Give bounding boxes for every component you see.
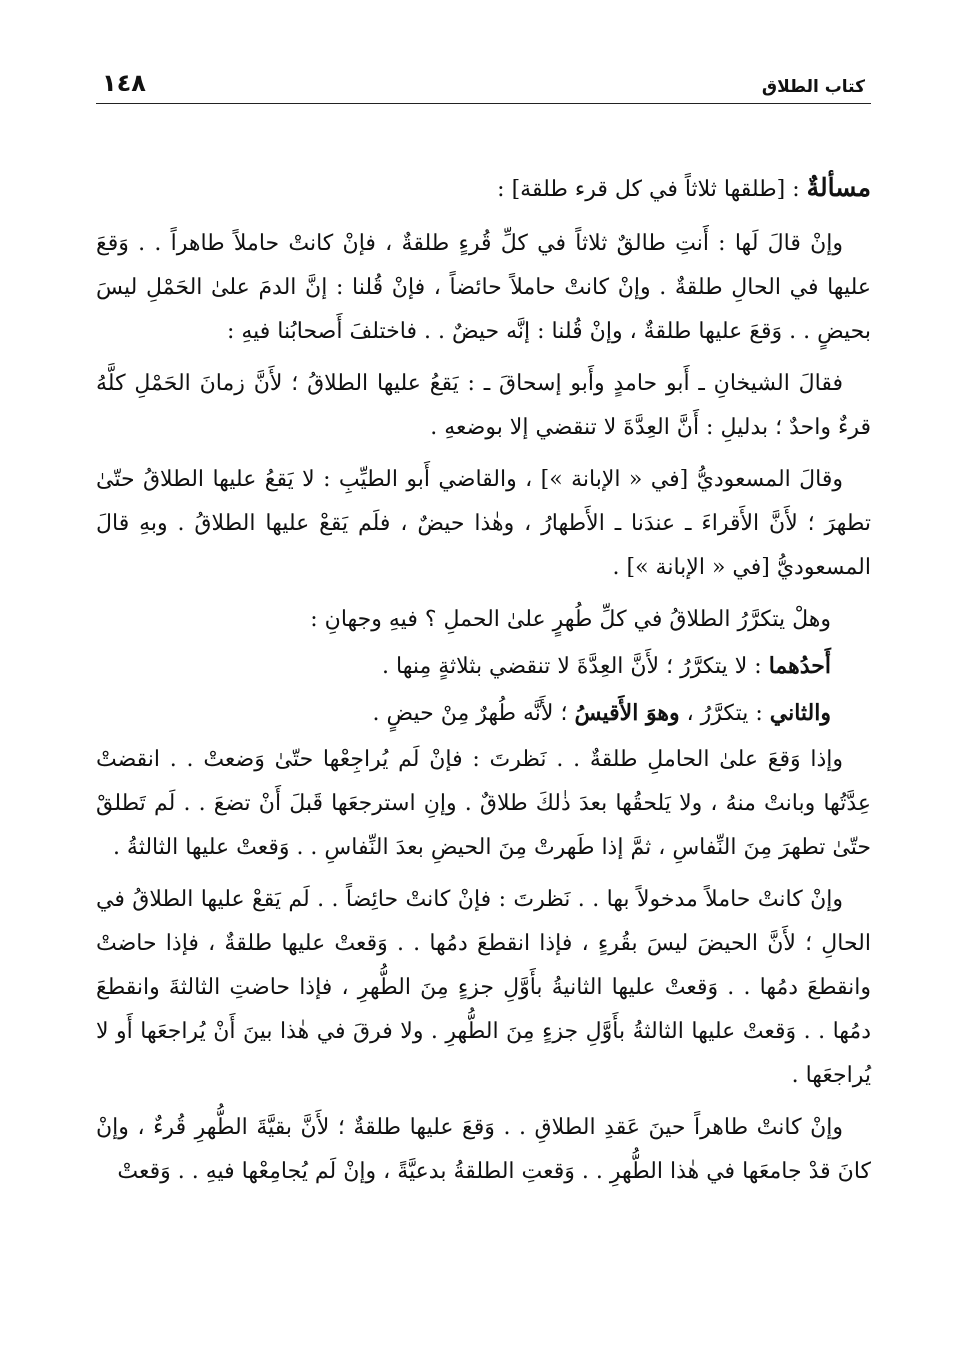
- second-opinion-text-2: ؛ لأَنَّه طُهرٌ مِنْ حيضٍ .: [372, 701, 575, 726]
- paragraph-4: وهلْ يتكرَّرُ الطلاقُ في كلِّ طُهرٍ علىٰ الحملِ ؟ فيهِ وجهانِ :: [310, 607, 831, 632]
- first-opinion-text: : لا يتكرَّرُ ؛ لأَنَّ العِدَّةَ لا تنقضي بثلاثةٍ مِنها .: [382, 654, 769, 679]
- first-opinion: [96, 644, 871, 689]
- paragraph-7: وإذا وَقعَ علىٰ الحاملِ طلقةٌ . . نَظرتَ : فإنْ لَم يُراجِعْها حتّىٰ وَضعتْ . . انقضتْ عِدَّتُها وبانتْ منهُ ، ولا يَلحقُها بعدَ ذٰلكَ طلاقٌ . وإنِ استرجعَها قَبلَ أَنْ تضعَ . . لَم تَطلقْ حتّىٰ تطهرَ مِنَ النِّفاسِ ، ثمَّ إذا طَهرتْ مِنَ الحيضِ بعدَ النِّفاسِ . . وَقعتْ عليها الثالثةُ .: [96, 747, 871, 860]
- first-opinion-label: أَحدُهما: [768, 653, 831, 679]
- second-opinion-text-1: : يتكرَّرُ ،: [679, 701, 770, 726]
- second-opinion-label: والثاني: [769, 700, 831, 726]
- book-page: [96, 60, 871, 1350]
- paragraph-1: وإنْ قالَ لَها : أَنتِ طالقٌ ثلاثاً في كلِّ قُرءٍ طلقةٌ ، فإنْ كانتْ حاملاً طاهراً . . وَقعَ عليها في الحالِ طلقةٌ . وإنْ كانتْ حاملاً حائضاً ، فإنْ قُلنا : إنَّ الدمَ علىٰ الحَمْلِ ليسَ بحيضٍ . . وَقعَ عليها طلقةٌ ، وإنْ قُلنا : إنَّه حيضٌ . . فاختلفَ أَصحابُنا فيهِ :: [96, 231, 871, 344]
- issue-label: مسألةٌ: [806, 173, 871, 202]
- second-opinion-emphasis: وهوَ الأَقيسُ: [574, 700, 680, 726]
- page-header: [96, 60, 871, 104]
- page-number: ١٤٨: [102, 69, 146, 97]
- page-body: [96, 166, 871, 1194]
- paragraph-8: وإنْ كانتْ حاملاً مدخولاً بها . . نَظرتَ : فإنْ كانتْ حائِضاً . . لَم يَقعْ عليها الطلاقُ في الحالِ ؛ لأَنَّ الحيضَ ليسَ بقُرءٍ ، فإذا انقطعَ دمُها . . وَقعتْ عليها طلقةٌ ، فإذا حاضتْ وانقطعَ دمُها . . وَقعتْ عليها الثانيةُ بأَوَّلِ جزءٍ مِنَ الطُّهرِ ، فإذا حاضتِ الثالثةَ وانقطعَ دمُها . . وَقعتْ عليها الثالثةُ بأَوَّلِ جزءٍ مِنَ الطُّهرِ . ولا فرقَ في هٰذا بينَ أَنْ يُراجعَها أَو لا يُراجعَها .: [96, 887, 871, 1088]
- paragraph-9: وإنْ كانتْ طاهراً حينَ عَقدِ الطلاقِ . . وَقعَ عليها طلقةٌ ؛ لأَنَّ بقيَّةَ الطُّهرِ قُرءٌ ، وإنْ كانَ قدْ جامعَها في هٰذا الطُّهرِ . . وَقعتِ الطلقةُ بدعيَّةً ، وإنْ لَم يُجامِعْها فيهِ . . وَقعتْ: [96, 1115, 871, 1184]
- running-title: كتاب الطلاق: [761, 77, 865, 97]
- issue-title: : [طلقها ثلاثاً في كل قرء طلقة] :: [497, 177, 807, 202]
- paragraph-2: فقالَ الشيخانِ ـ أَبو حامدٍ وأَبو إسحاقَ ـ : يَقعُ عليها الطلاقُ ؛ لأَنَّ زمانَ الحَمْلِ كلَّهُ قرءٌ واحدٌ ؛ بدليلِ : أَنَّ العِدَّةَ لا تنقضي إلا بوضعهِ .: [96, 371, 871, 440]
- paragraph-3: وقالَ المسعوديُّ [في « الإبانة »] ، والقاضي أَبو الطيِّبِ : لا يَقعُ عليها الطلاقُ حتّىٰ تطهرَ ؛ لأَنَّ الأَقراءَ ـ عندَنا ـ الأَطهارُ ، وهٰذا حيضٌ ، فلَم يَقعْ عليها الطلاقُ . وبهِ قالَ المسعوديُّ [في « الإبانة »] .: [96, 467, 871, 580]
- issue-heading: [96, 166, 871, 212]
- second-opinion: [96, 691, 871, 736]
